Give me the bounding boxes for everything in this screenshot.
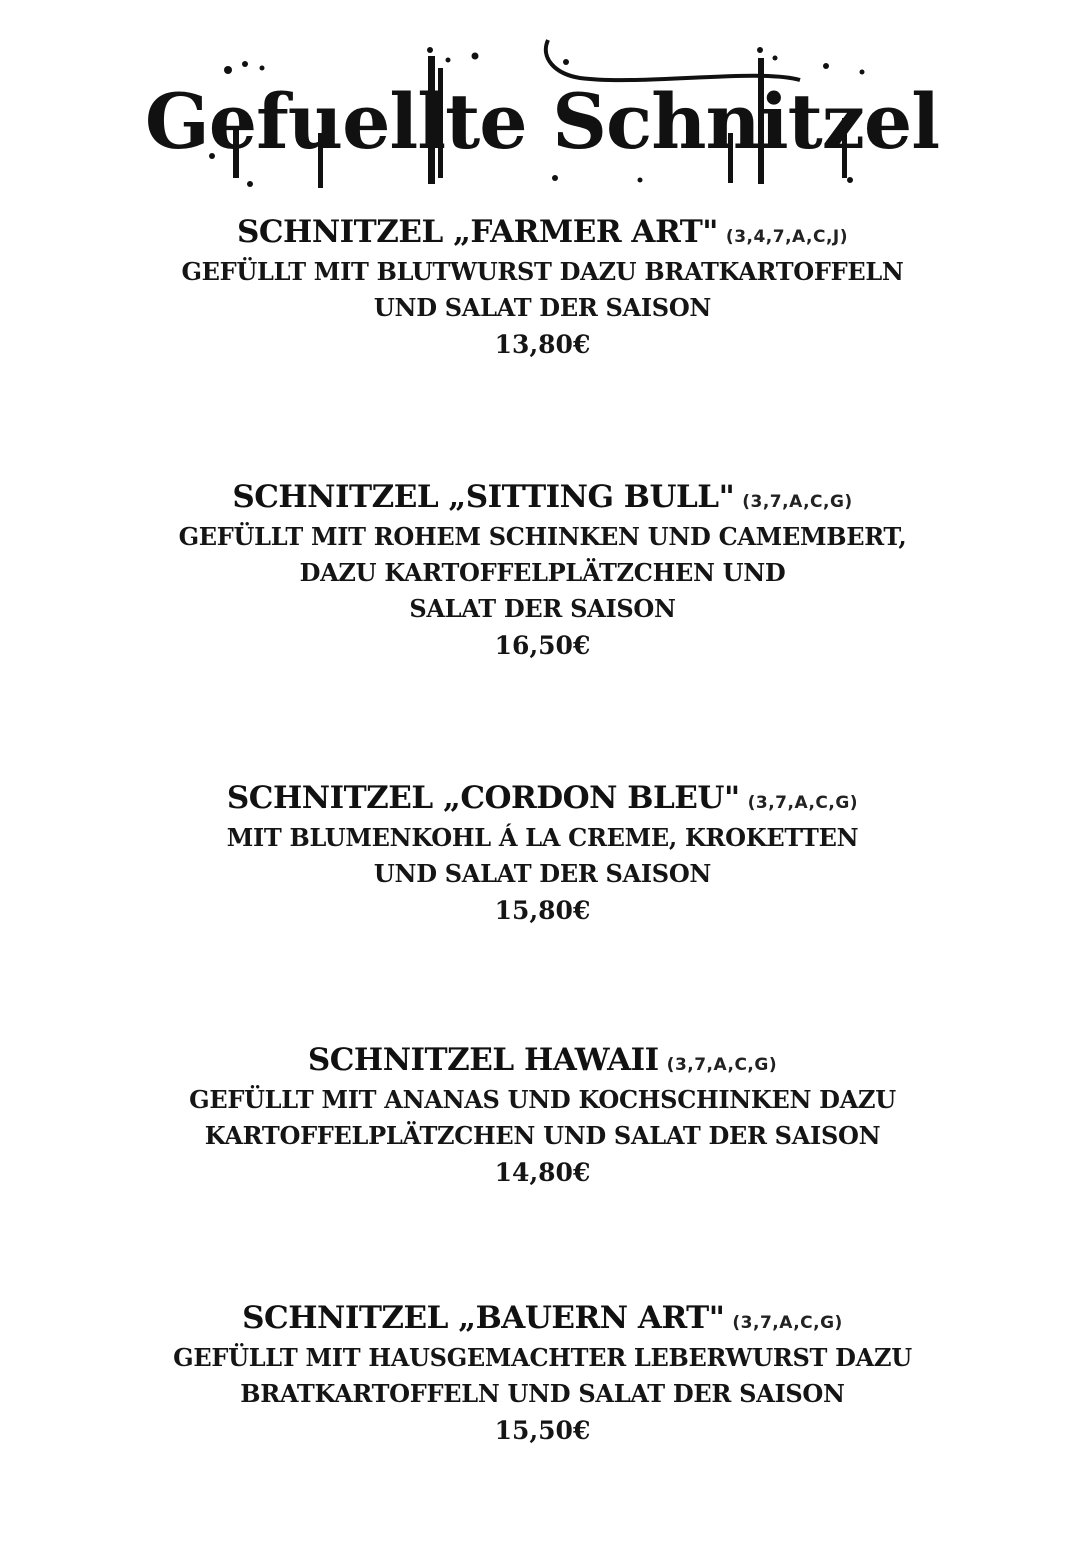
menu-item-allergens: (3,7,A,C,G) (747, 793, 859, 813)
menu-item-name: SCHNITZEL „BAUERN ART" (242, 1300, 725, 1336)
menu-item (0, 776, 1085, 930)
menu-item (0, 1038, 1085, 1192)
menu-item-price: 15,80€ (494, 896, 591, 925)
menu-item-name: SCHNITZEL „FARMER ART" (236, 214, 718, 250)
menu-item-description-line: BRATKARTOFFELN UND SALAT DER SAISON (240, 1379, 845, 1408)
menu-title: Gefuellte Schnitzel (144, 77, 940, 166)
menu-item-description-line: UND SALAT DER SAISON (373, 293, 712, 322)
menu-item-header (0, 776, 1085, 820)
menu-item-description-line: MIT BLUMENKOHL Á LA CREME, KROKETTEN (226, 823, 859, 852)
menu-item-allergens: (3,7,A,C,G) (666, 1055, 778, 1075)
menu-item-name: SCHNITZEL „SITTING BULL" (232, 479, 735, 515)
menu-item-description-line: SALAT DER SAISON (409, 594, 676, 623)
menu-item-header (0, 475, 1085, 519)
menu-item-description-line: GEFÜLLT MIT ANANAS UND KOCHSCHINKEN DAZU (189, 1085, 896, 1114)
menu-item-allergens: (3,4,7,A,C,J) (725, 227, 849, 247)
menu-item-description-line: GEFÜLLT MIT HAUSGEMACHTER LEBERWURST DAZU (173, 1343, 912, 1372)
menu-item-price: 16,50€ (494, 631, 591, 660)
menu-item-allergens: (3,7,A,C,G) (742, 492, 853, 512)
menu-item-header (0, 210, 1085, 254)
menu-item-description-line: GEFÜLLT MIT ROHEM SCHINKEN UND CAMEMBERT, (178, 522, 907, 551)
menu-item-name: SCHNITZEL HAWAII (307, 1042, 659, 1078)
menu-item (0, 475, 1085, 665)
menu-item-description-line: GEFÜLLT MIT BLUTWURST DAZU BRATKARTOFFELN (181, 257, 904, 286)
menu-item (0, 1296, 1085, 1450)
menu-title-graphic (0, 38, 1085, 198)
menu-item-description-line: UND SALAT DER SAISON (373, 859, 712, 888)
menu-item-price: 14,80€ (494, 1158, 591, 1187)
menu-item-description-line: KARTOFFELPLÄTZCHEN UND SALAT DER SAISON (204, 1121, 881, 1150)
menu-item-description-line: DAZU KARTOFFELPLÄTZCHEN UND (299, 558, 786, 587)
menu-item-price: 15,50€ (494, 1416, 591, 1445)
menu-item-header (0, 1296, 1085, 1340)
menu-title-block (0, 38, 1085, 198)
menu-item-allergens: (3,7,A,C,G) (732, 1313, 843, 1333)
menu-item (0, 210, 1085, 364)
menu-item-header (0, 1038, 1085, 1082)
menu-item-price: 13,80€ (494, 330, 591, 359)
menu-item-name: SCHNITZEL „CORDON BLEU" (226, 780, 740, 816)
